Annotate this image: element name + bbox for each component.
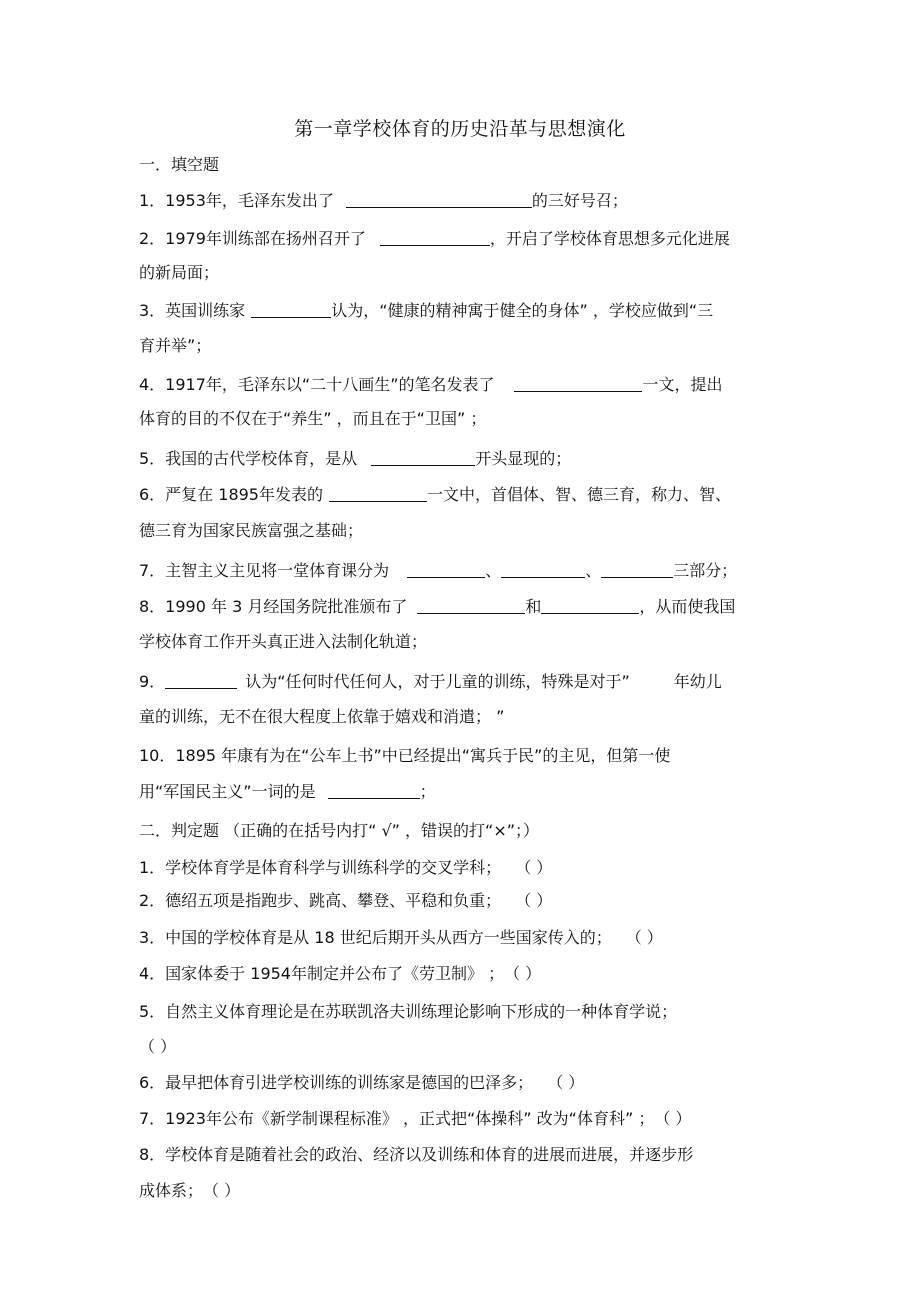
judge-item-7 [139,1108,691,1130]
judge-item-2 [139,890,552,912]
chapter-title: 第一章学校体育的历史沿革与思想演化 [294,118,626,140]
judge-item-5-cont [139,1036,176,1058]
judge-1-text: 1．学校体育学是体育科学与训练科学的交叉学科； [139,858,502,877]
judge-1-answer[interactable]: （ ） [515,858,553,877]
question-6-cont: 德三育为国家民族富强之基础； [139,521,364,540]
q7-blank-3[interactable] [601,561,673,578]
judge-7-answer[interactable]: （ ） [654,1109,692,1128]
q2-suffix: ，开启了学校体育思想多元化进展 [489,229,730,248]
question-4 [139,374,723,396]
q5-suffix: 开头显现的； [475,449,572,468]
q6-prefix: 6．严复在 1895年发表的 [139,485,323,504]
q8-blank-2[interactable] [541,597,639,614]
section2-heading: 二．判定题 （正确的在括号内打“ √” ，错误的打“×”；） [139,821,540,840]
q10-prefix: 用“军国民主义”一词的是 [139,782,316,801]
q8-mid: 和 [525,597,542,616]
q1-suffix: 的三好号召； [531,191,628,210]
q7-sep-2: 、 [585,561,602,580]
judge-item-6 [139,1072,584,1094]
question-8-cont: 学校体育工作开头真正进入法制化轨道； [139,632,428,651]
question-5 [139,448,571,470]
question-7 [139,560,737,582]
q9-suffix: 认为“任何时代任何人，对于儿童的训练，特殊是对于” [245,672,630,691]
q2-prefix: 2．1979年训练部在扬州召开了 [139,229,366,248]
q7-blank-1[interactable] [407,561,485,578]
q10-blank[interactable] [328,782,420,799]
judge-item-1 [139,857,552,879]
question-10: 10．1895 年康有为在“公车上书”中已经提出“寓兵于民”的主见，但第一使 [139,746,671,765]
q3-suffix: 认为，“健康的精神寓于健全的身体” ，学校应做到“三 [331,301,714,320]
q4-prefix: 4．1917年，毛泽东以“二十八画生”的笔名发表了 [139,375,495,394]
question-9-cont: 童的训练，无不在很大程度上依靠于嬉戏和消遣； ” [139,707,505,726]
judge-6-answer[interactable]: （ ） [547,1073,585,1092]
question-10-cont [139,781,436,803]
q9-blank[interactable] [165,672,237,689]
q1-blank[interactable] [346,191,532,208]
judge-item-8: 8．学校体育是随着社会的政治、经济以及训练和体育的进展而进展，并逐步形 [139,1145,694,1164]
judge-3-answer[interactable]: （ ） [625,928,663,947]
judge-item-8-cont [139,1180,240,1202]
judge-8-cont-text: 成体系； [139,1181,204,1200]
judge-8-answer[interactable]: （ ） [203,1181,241,1200]
question-3-cont: 育并举”； [139,336,212,355]
q7-blank-2[interactable] [501,561,585,578]
q4-suffix: 一文，提出 [642,375,723,394]
q3-blank[interactable] [251,301,331,318]
q5-blank[interactable] [371,449,475,466]
question-6 [139,484,731,506]
q5-prefix: 5．我国的古代学校体育，是从 [139,449,358,468]
q4-blank[interactable] [514,375,642,392]
question-8 [139,596,735,618]
q2-blank[interactable] [380,229,490,246]
q6-suffix: 一文中，首倡体、智、德三育，称力、智、 [427,485,732,504]
judge-item-4 [139,963,541,985]
q7-sep-1: 、 [485,561,502,580]
judge-item-3 [139,927,663,949]
judge-6-text: 6．最早把体育引进学校训练的训练家是德国的巴泽多； [139,1073,534,1092]
judge-2-text: 2．德绍五项是指跑步、跳高、攀登、平稳和负重； [139,891,502,910]
question-3 [139,300,713,322]
judge-5-answer[interactable]: （ ） [139,1037,177,1056]
question-2 [139,228,730,250]
q9-tail: 年幼儿 [673,672,722,691]
question-2-cont: 的新局面； [139,263,220,282]
q10-suffix: ； [419,782,436,801]
q7-suffix: 三部分； [673,561,738,580]
judge-item-5: 5．自然主义体育理论是在苏联凯洛夫训练理论影响下形成的一种体育学说； [139,1002,678,1021]
q9-prefix: 9． [139,672,166,691]
question-9 [139,671,722,693]
question-1 [139,190,628,212]
q7-prefix: 7．主智主义主见将一堂体育课分为 [139,561,390,580]
question-4-cont: 体育的目的不仅在于“养生” ，而且在于“卫国” ； [139,409,487,428]
q8-blank-1[interactable] [417,597,525,614]
judge-2-answer[interactable]: （ ） [515,891,553,910]
q3-prefix: 3．英国训练家 [139,301,246,320]
judge-3-text: 3．中国的学校体育是从 18 世纪后期开头从西方一些国家传入的； [139,928,612,947]
q8-prefix: 8．1990 年 3 月经国务院批准颁布了 [139,597,408,616]
q6-blank[interactable] [329,485,427,502]
judge-7-text: 7．1923年公布《新学制课程标准》 ，正式把“体操科” 改为“体育科” ； [139,1109,655,1128]
judge-4-answer[interactable]: （ ） [504,964,542,983]
q1-prefix: 1．1953年，毛泽东发出了 [139,191,334,210]
section1-heading: 一．填空题 [139,155,220,174]
q8-suffix: ，从而使我国 [639,597,736,616]
judge-4-text: 4．国家体委于 1954年制定并公布了《劳卫制》 ； [139,964,505,983]
